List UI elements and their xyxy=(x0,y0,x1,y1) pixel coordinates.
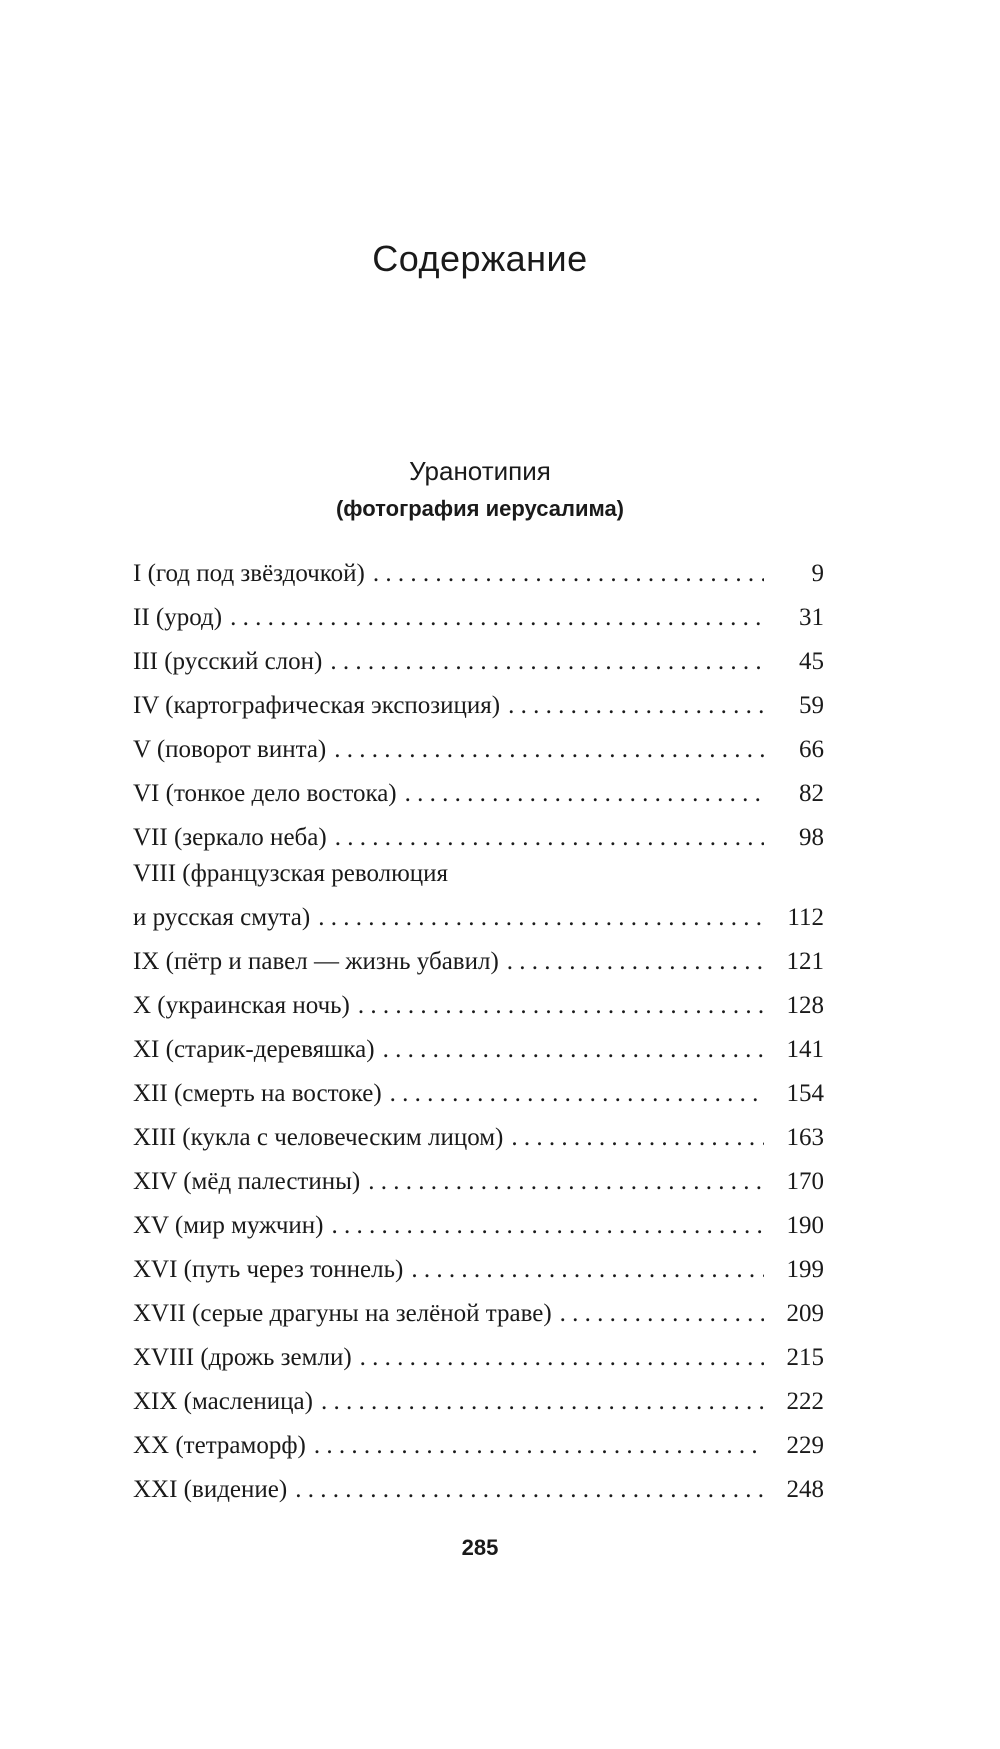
toc-entry-label: IV (картографическая экспозиция) xyxy=(133,692,501,719)
dot-leader xyxy=(334,732,764,768)
toc-entry-page: 82 xyxy=(799,780,824,807)
toc-entry[interactable] xyxy=(133,548,824,592)
toc-entry-page: 31 xyxy=(799,604,824,631)
dot-leader xyxy=(507,944,764,980)
toc-entry-label: XII (смерть на востоке) xyxy=(133,1080,382,1107)
toc-entry[interactable] xyxy=(133,936,824,980)
toc-entry-label: XXI (видение) xyxy=(133,1476,288,1503)
toc-entry-page: 222 xyxy=(786,1388,824,1415)
section-subtitle: (фотография иерусалима) xyxy=(335,496,625,521)
dot-leader xyxy=(360,1340,764,1376)
toc-entry[interactable] xyxy=(133,812,824,856)
dot-leader xyxy=(383,1032,764,1068)
toc-entry-label: XIV (мёд палестины) xyxy=(133,1168,361,1195)
section-title: Уранотипия xyxy=(409,456,551,486)
toc-entry[interactable] xyxy=(133,680,824,724)
dot-leader xyxy=(405,776,764,812)
toc-entry-label: XVIII (дрожь земли) xyxy=(133,1344,352,1371)
toc-entry-label: I (год под звёздочкой) xyxy=(133,560,365,587)
toc-entry-page: 66 xyxy=(799,736,824,763)
toc-entry-label: II (урод) xyxy=(133,604,223,631)
toc-entry-page: 170 xyxy=(786,1168,824,1195)
dot-leader xyxy=(335,820,764,856)
toc-entry-label: XX (тетраморф) xyxy=(133,1432,306,1459)
toc-entry[interactable] xyxy=(133,1200,824,1244)
toc-entry[interactable] xyxy=(133,980,824,1024)
toc-entry[interactable] xyxy=(133,1244,824,1288)
toc-entry[interactable] xyxy=(133,1156,824,1200)
dot-leader xyxy=(295,1472,764,1508)
toc-entry-label: III (русский слон) xyxy=(133,648,323,675)
toc-entry[interactable] xyxy=(133,1464,824,1508)
dot-leader xyxy=(358,988,764,1024)
toc-entry-label: XV (мир мужчин) xyxy=(133,1212,324,1239)
dot-leader xyxy=(321,1384,764,1420)
page-title: Содержание xyxy=(372,238,588,279)
toc-entry-page: 45 xyxy=(799,648,824,675)
toc-entry-page: 215 xyxy=(786,1344,824,1371)
dot-leader xyxy=(508,688,764,724)
toc-entry-page: 229 xyxy=(786,1432,824,1459)
table-of-contents xyxy=(133,548,824,1508)
toc-entry-page: 9 xyxy=(811,560,824,587)
toc-entry-page: 190 xyxy=(786,1212,824,1239)
toc-entry-label-continued: и русская смута) xyxy=(133,904,311,931)
toc-entry-page: 248 xyxy=(786,1476,824,1503)
toc-entry[interactable] xyxy=(133,1376,824,1420)
dot-leader xyxy=(390,1076,764,1112)
toc-entry[interactable] xyxy=(133,1332,824,1376)
toc-entry-label: VII (зеркало неба) xyxy=(133,824,327,851)
toc-entry-label: VIII (французская революция xyxy=(133,860,449,887)
toc-entry-label: XVII (серые драгуны на зелёной траве) xyxy=(133,1300,552,1327)
toc-entry[interactable] xyxy=(133,1420,824,1464)
toc-entry-label: X (украинская ночь) xyxy=(133,992,350,1019)
toc-entry-label: IX (пётр и павел — жизнь убавил) xyxy=(133,948,499,975)
toc-entry[interactable] xyxy=(133,1288,824,1332)
dot-leader xyxy=(331,1208,764,1244)
toc-entry-label: V (поворот винта) xyxy=(133,736,327,763)
toc-entry-page: 121 xyxy=(786,948,824,975)
dot-leader xyxy=(230,600,764,636)
toc-entry-page: 128 xyxy=(786,992,824,1019)
toc-entry[interactable] xyxy=(133,592,824,636)
dot-leader xyxy=(330,644,764,680)
dot-leader xyxy=(373,556,764,592)
dot-leader xyxy=(560,1296,764,1332)
dot-leader xyxy=(318,900,764,936)
toc-entry-page: 199 xyxy=(786,1256,824,1283)
toc-entry[interactable] xyxy=(133,768,824,812)
toc-entry-page: 98 xyxy=(799,824,824,851)
toc-entry[interactable] xyxy=(133,856,824,936)
toc-entry[interactable] xyxy=(133,636,824,680)
toc-entry[interactable] xyxy=(133,724,824,768)
toc-entry-label: XVI (путь через тоннель) xyxy=(133,1256,404,1283)
toc-entry[interactable] xyxy=(133,1068,824,1112)
dot-leader xyxy=(411,1252,764,1288)
page-number: 285 xyxy=(461,1535,499,1560)
toc-entry-label: XIII (кукла с человеческим лицом) xyxy=(133,1124,504,1151)
toc-entry-page: 59 xyxy=(799,692,824,719)
toc-entry-page: 209 xyxy=(786,1300,824,1327)
dot-leader xyxy=(511,1120,764,1156)
dot-leader xyxy=(314,1428,764,1464)
toc-entry-page: 112 xyxy=(787,904,824,931)
toc-entry-page: 141 xyxy=(786,1036,824,1063)
toc-entry-label: XIX (масленица) xyxy=(133,1388,313,1415)
dot-leader xyxy=(368,1164,764,1200)
toc-entry-page: 163 xyxy=(786,1124,824,1151)
toc-entry-label: VI (тонкое дело востока) xyxy=(133,780,397,807)
toc-entry-page: 154 xyxy=(786,1080,824,1107)
toc-entry[interactable] xyxy=(133,1112,824,1156)
toc-entry[interactable] xyxy=(133,1024,824,1068)
toc-entry-label: XI (старик-деревяшка) xyxy=(133,1036,375,1063)
